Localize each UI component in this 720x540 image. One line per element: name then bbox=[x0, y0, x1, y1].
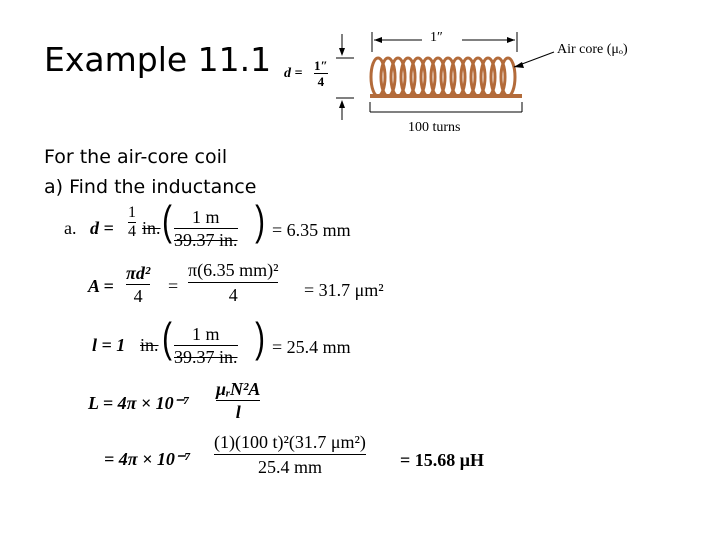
l-conv-denominator: 39.37 in. bbox=[174, 347, 238, 367]
a-lhs: A = bbox=[88, 276, 114, 296]
L-numerator: μᵣN²A bbox=[216, 379, 261, 399]
diameter-denominator: 4 bbox=[314, 73, 328, 89]
l-conv-numerator: 1 m bbox=[192, 324, 220, 344]
l-conversion bbox=[174, 323, 238, 368]
d-lhs: d = bbox=[90, 218, 114, 238]
d-open-paren: ( bbox=[162, 197, 172, 244]
coil-diagram bbox=[282, 22, 682, 142]
d-conv-numerator: 1 m bbox=[192, 207, 220, 227]
d-coefficient bbox=[128, 204, 136, 241]
diameter-label: d = bbox=[284, 66, 303, 81]
a-fraction-1 bbox=[126, 262, 150, 307]
a-den-2: 4 bbox=[188, 282, 278, 307]
coil-figure bbox=[282, 22, 682, 142]
l-open-paren: ( bbox=[162, 314, 172, 361]
L-fraction bbox=[216, 378, 260, 423]
L2-fraction bbox=[214, 430, 366, 479]
l-close-paren: ) bbox=[255, 314, 265, 361]
l-unit: in. bbox=[140, 335, 159, 355]
d-conversion bbox=[174, 206, 238, 251]
d-conv-denominator: 39.37 in. bbox=[174, 230, 238, 250]
d-coef-numerator: 1 bbox=[128, 204, 136, 221]
problem-line-2: a) Find the inductance bbox=[44, 176, 257, 198]
L-denominator: l bbox=[216, 400, 260, 423]
d-coef-denominator: 4 bbox=[128, 223, 136, 240]
L2-numerator: (1)(100 t)²(31.7 μm²) bbox=[214, 432, 366, 452]
a-fraction-2 bbox=[188, 258, 278, 307]
a-equals: = bbox=[168, 276, 179, 296]
L-lhs: L = 4π × 10⁻⁷ bbox=[88, 393, 190, 413]
slide-title: Example 11.1 bbox=[44, 40, 272, 79]
diameter-numerator: 1″ bbox=[314, 58, 328, 73]
a-num-2: π(6.35 mm)² bbox=[188, 260, 279, 280]
length-label: 1″ bbox=[430, 30, 443, 45]
l-lhs: l = 1 bbox=[92, 335, 126, 355]
d-unit: in. bbox=[142, 218, 161, 238]
d-result: = 6.35 mm bbox=[272, 220, 351, 240]
L2-result: = 15.68 μH bbox=[400, 450, 484, 470]
L2-denominator: 25.4 mm bbox=[214, 454, 366, 479]
turns-label: 100 turns bbox=[408, 120, 461, 135]
a-den-1: 4 bbox=[126, 284, 150, 307]
a-result: = 31.7 μm² bbox=[304, 280, 384, 300]
coil-windings bbox=[371, 58, 515, 96]
d-close-paren: ) bbox=[255, 197, 265, 244]
problem-line-1: For the air-core coil bbox=[44, 146, 228, 168]
air-core-label: Air core (μₒ) bbox=[557, 42, 628, 57]
l-result: = 25.4 mm bbox=[272, 337, 351, 357]
L2-lhs: = 4π × 10⁻⁷ bbox=[104, 449, 191, 469]
a-num-1: πd² bbox=[126, 263, 151, 283]
part-label: a. bbox=[64, 218, 77, 238]
diameter-fraction bbox=[314, 58, 328, 89]
